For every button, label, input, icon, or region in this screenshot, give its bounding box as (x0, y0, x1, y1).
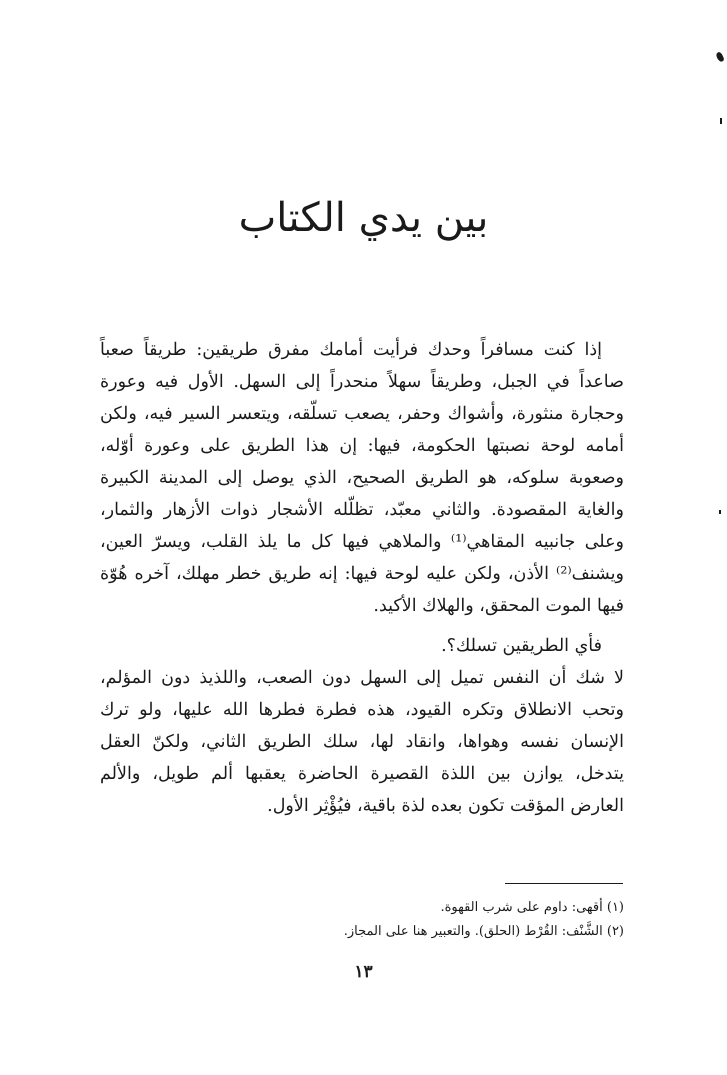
footnote-2: (٢) الشَّنْف: القُرْط (الحلق). والتعبير هنا على المجاز. (343, 924, 624, 939)
page-number: ١٣ (354, 962, 373, 982)
paragraph-question: فأي الطريقين تسلك؟. (441, 636, 602, 656)
body-text (100, 334, 624, 822)
paragraph-intro: إذا كنت مسافراً وحدك فرأيت أمامك مفرق طريقين: طريقاً صعباً صاعداً في الجبل، وطريقاً سهلاً منحدراً إلى السهل. الأول فيه وعورة وحجارة منثورة، وأشواك وحفر، يصعب تسلّقه، ويتعسر السير فيه، ولكن أمامه لوحة نصبتها الحكومة، فيها: إن هذا الطريق على وعورة أوّله، وصعوبة سلوكه، هو الطريق الصحيح، الذي يوصل إلى المدينة الكبيرة والغاية المقصودة. والثاني معبّد، تظلّله الأشجار ذوات الأزهار والثمار، وعلى جانبيه المقاهي⁽¹⁾ والملاهي فيها كل ما يلذ القلب، ويسرّ العين، ويشنف⁽²⁾ الأذن، ولكن عليه لوحة فيها: إنه طريق خطر مهلك، آخره هُوّة فيها الموت المحقق، والهلاك الأكيد. (100, 340, 624, 616)
chapter-title: بين يدي الكتاب (238, 195, 489, 241)
footnotes (100, 896, 624, 944)
paragraph-answer: لا شك أن النفس تميل إلى السهل دون الصعب، واللذيذ دون المؤلم، وتحب الانطلاق وتكره القيود، هذه فطرة فطرها الله عليها، ولو ترك الإنسان نفسه وهواها، وانقاد لها، سلك الطريق الثاني، ولكنّ العقل يتدخل، يوازن بين اللذة القصيرة الحاضرة يعقبها ألم طويل، والألم العارض المؤقت تكون بعده لذة باقية، فيُؤْثِر الأول. (100, 668, 624, 816)
scan-edge-mark (719, 510, 721, 514)
scan-edge-mark (715, 51, 725, 63)
footnote-divider (505, 883, 623, 884)
scan-edge-mark (720, 118, 722, 124)
footnote-1: (١) أقهى: داوم على شرب القهوة. (440, 900, 624, 915)
